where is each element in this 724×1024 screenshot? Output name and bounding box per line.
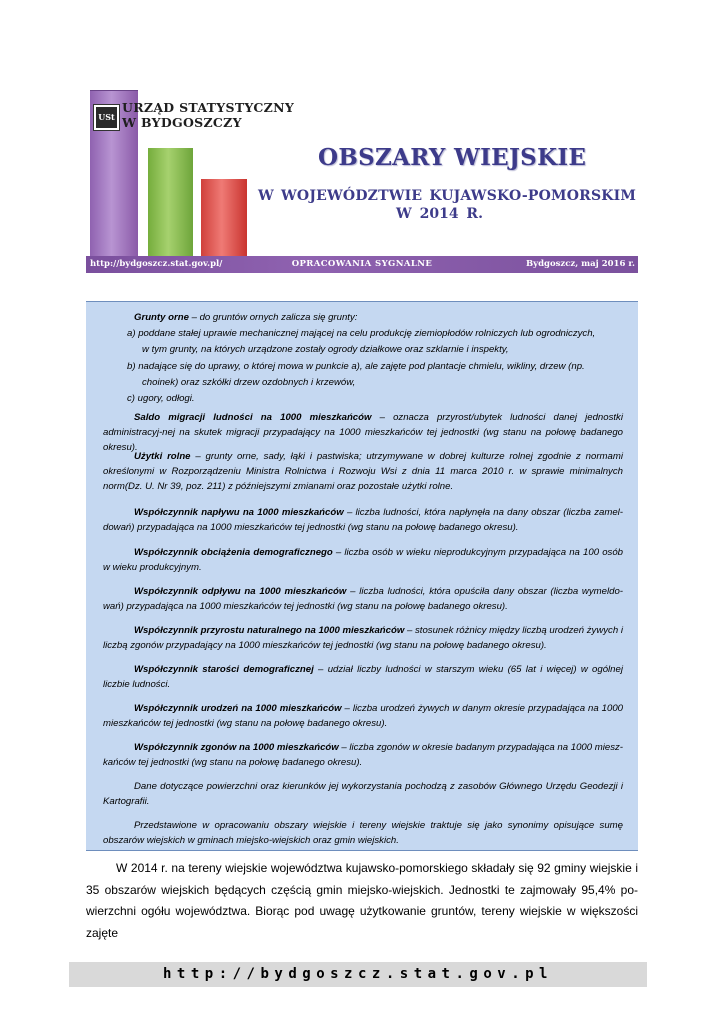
definition-obciazenie: Współczynnik obciążenia demograficznego – liczba osób w wieku nieprodukcyjnym przypadająca na 100 osób w wieku produkcyjnym. xyxy=(103,547,623,573)
publication-date: Bydgoszcz, maj 2016 r. xyxy=(525,259,635,269)
report-subtitle-line1: W WOJEWÓDZTWIE KUJAWSKO-POMORSKIM xyxy=(258,188,637,204)
definition-grunty-orne: Grunty orne – do gruntów ornych zalicza się grunty: xyxy=(134,312,358,323)
office-name xyxy=(122,100,294,130)
definitions-box xyxy=(86,301,638,851)
definition-przyrost: Współczynnik przyrostu naturalnego na 1000 mieszkańców – stosunek różnicy między liczbą urodzeń żywych i liczbą zgonów przypadający na 1000 mieszkańców tej jednostki (wg stanu na połowę badanego okresu). xyxy=(103,625,623,651)
report-header xyxy=(86,88,638,274)
office-name-line2: W BYDGOSZCZY xyxy=(122,115,242,130)
series-label: OPRACOWANIA SYGNALNE xyxy=(291,259,433,269)
header-url-link[interactable]: http://bydgoszcz.stat.gov.pl/ xyxy=(90,259,223,269)
report-title: OBSZARY WIEJSKIE xyxy=(318,144,587,171)
definition-naplyw: Współczynnik napływu na 1000 mieszkańców – liczba ludności, która napłynęła na dany obszar (liczba zamel-dowań) przypadająca na 1000 mieszkańców tej jednostki (wg stanu na połowę badanego okresu). xyxy=(103,507,624,533)
ust-logo-icon: USt xyxy=(93,104,120,131)
definition-starosc: Współczynnik starości demograficznej – udział liczby ludności w starszym wieku (65 lat i więcej) w ogólnej liczbie ludności. xyxy=(103,664,623,690)
definition-data-source: Dane dotyczące powierzchni oraz kierunków jej wykorzystania pochodzą z zasobów Głównego Urzędu Geodezji i Kartografii. xyxy=(103,781,623,807)
footer-url-link[interactable]: http://bydgoszcz.stat.gov.pl xyxy=(162,966,553,982)
body-paragraph: W 2014 r. na tereny wiejskie województwa kujawsko-pomorskiego składały się 92 gminy wiejskie i 35 obszarów wiejskich będących częścią gmin miejsko-wiejskich. Jednostki te zajmowały 95,4% po-wierzchni ogółu województwa. Biorąc pod uwagę użytkowanie gruntów, tereny wiejskie w większości zajęte xyxy=(86,861,638,940)
bar-green-decoration xyxy=(148,148,193,263)
definition-saldo-migracji: Saldo migracji ludności na 1000 mieszkańców – oznacza przyrost/ubytek ludności danej jednostki administracyj-nej na skutek migracji przypadający na 1000 mieszkańców tej jednostki (wg stanu na połowę badanego okresu). xyxy=(103,412,623,453)
definition-urodzenia: Współczynnik urodzeń na 1000 mieszkańców – liczba urodzeń żywych w danym okresie przypadająca na 1000 mieszkańców tej jednostki (wg stanu na połowę badanego okresu). xyxy=(103,703,624,729)
definition-item-c: c) ugory, odłogi. xyxy=(127,393,195,404)
definition-odplyw: Współczynnik odpływu na 1000 mieszkańców – liczba ludności, która opuściła dany obszar (liczba wymeldo-wań) przypadająca na 1000 mieszkańców tej jednostki (wg stanu na połowę badanego okresu). xyxy=(103,586,623,612)
definition-item-a: a) poddane stałej uprawie mechanicznej mającej na celu produkcję ziemiopłodów rolniczych lub ogrodniczych, xyxy=(127,328,596,339)
definition-uzytki-rolne: Użytki rolne – grunty orne, sady, łąki i pastwiska; utrzymywane w dobrej kulturze rolnej zgodnie z normami określonymi w Rozporządzeniu Ministra Rolnictwa i Rozwoju Wsi z dnia 11 marca 2010 r. w sprawie minimalnych norm(Dz. U. Nr 39, poz. 211) z późniejszymi zmianami oraz pozostałe użytki rolne. xyxy=(103,451,623,492)
definition-item-a-cont: w tym grunty, na których urządzone zostały ogrody działkowe oraz szklarnie i inspekty, xyxy=(142,344,509,355)
definition-item-b-cont: choinek) oraz szkółki drzew ozdobnych i krzewów, xyxy=(142,377,356,388)
definition-item-b: b) nadające się do uprawy, o której mowa w punkcie a), ale zajęte pod plantacje chmielu, wikliny, drzew (np. xyxy=(127,361,585,372)
office-name-line1: URZĄD STATYSTYCZNY xyxy=(122,100,295,115)
footer-bar xyxy=(69,962,647,987)
body-text xyxy=(86,858,638,944)
definition-synonyms: Przedstawione w opracowaniu obszary wiejskie i tereny wiejskie traktuje się jako synonimy opisujące sumę obszarów wiejskich w gminach miejsko-wiejskich oraz gmin wiejskich. xyxy=(103,820,623,846)
header-strip xyxy=(86,256,638,273)
definition-zgony: Współczynnik zgonów na 1000 mieszkańców – liczba zgonów w okresie badanym przypadająca na 1000 miesz-kańców tej jednostki (wg stanu na połowę badanego okresu). xyxy=(103,742,623,768)
report-subtitle-line2: W 2014 R. xyxy=(396,206,483,222)
bar-red-decoration xyxy=(201,179,247,263)
